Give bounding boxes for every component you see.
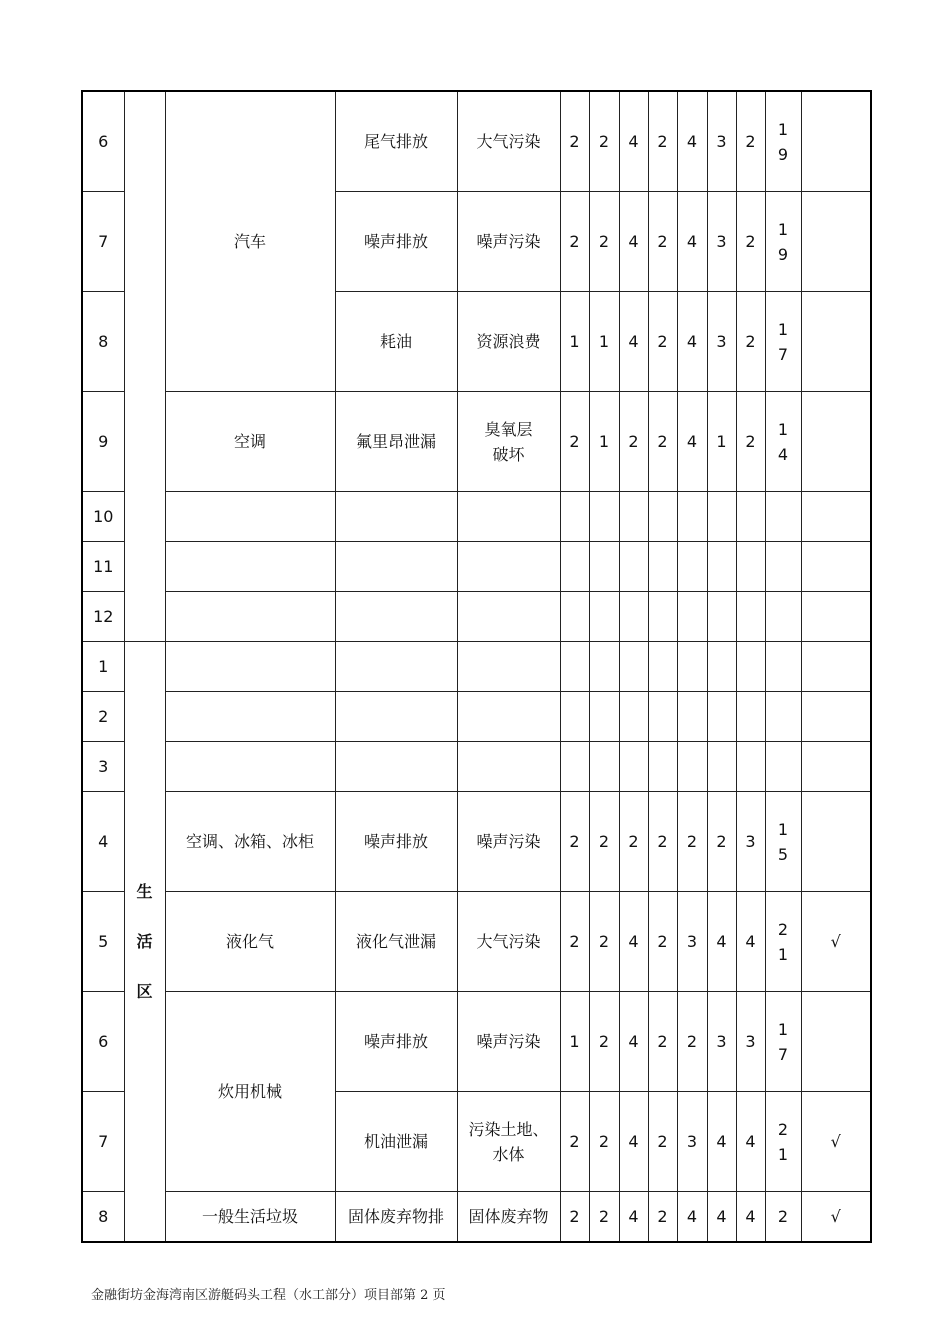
score-cell: 3 (707, 192, 736, 292)
score-cell: 2 (560, 1092, 589, 1192)
total-score-cell (765, 642, 801, 692)
score-cell: 4 (736, 1192, 765, 1243)
table-row (82, 742, 871, 792)
total-score-cell (765, 492, 801, 542)
row-number-cell: 12 (82, 592, 124, 642)
score-cell: 2 (648, 192, 677, 292)
row-number-cell: 2 (82, 692, 124, 742)
score-cell: 4 (736, 892, 765, 992)
source-cell: 一般生活垃圾 (165, 1192, 335, 1243)
activity-cell (335, 592, 457, 642)
total-score-cell-line: 1 (777, 1144, 789, 1164)
activity-cell: 氟里昂泄漏 (335, 392, 457, 492)
score-cell: 2 (589, 1192, 619, 1243)
significance-mark-cell: √ (801, 1192, 871, 1243)
score-cell (736, 542, 765, 592)
table-row (82, 792, 871, 892)
total-score-cell-line: 7 (777, 344, 789, 364)
category-cell (124, 642, 165, 1243)
impact-cell: 固体废弃物 (457, 1192, 560, 1243)
score-cell: 2 (677, 992, 707, 1092)
impact-cell: 噪声污染 (457, 992, 560, 1092)
score-cell (589, 642, 619, 692)
impact-cell-line: 破坏 (492, 444, 525, 464)
score-cell: 4 (619, 892, 648, 992)
source-cell: 空调 (165, 392, 335, 492)
score-cell (589, 592, 619, 642)
score-cell (589, 742, 619, 792)
significance-mark-cell (801, 792, 871, 892)
impact-cell: 大气污染 (457, 91, 560, 192)
row-number-cell: 7 (82, 1092, 124, 1192)
score-cell (677, 542, 707, 592)
score-cell: 2 (589, 792, 619, 892)
table-row (82, 542, 871, 592)
score-cell: 3 (707, 992, 736, 1092)
score-cell (677, 742, 707, 792)
score-cell: 4 (707, 1092, 736, 1192)
score-cell: 4 (619, 1092, 648, 1192)
impact-cell: 噪声污染 (457, 192, 560, 292)
score-cell: 1 (707, 392, 736, 492)
activity-cell: 噪声排放 (335, 192, 457, 292)
significance-mark-cell (801, 542, 871, 592)
score-cell: 2 (589, 91, 619, 192)
score-cell (736, 692, 765, 742)
significance-mark-cell: √ (801, 1092, 871, 1192)
score-cell: 2 (589, 1092, 619, 1192)
total-score-cell-line: 1 (777, 219, 789, 239)
row-number-cell: 11 (82, 542, 124, 592)
source-cell (165, 692, 335, 742)
score-cell: 2 (560, 792, 589, 892)
source-cell: 汽车 (165, 91, 335, 392)
impact-cell (457, 492, 560, 542)
impact-cell (457, 742, 560, 792)
score-cell (707, 592, 736, 642)
total-score-cell-line: 2 (777, 1207, 789, 1226)
activity-cell (335, 492, 457, 542)
total-score-cell-line: 1 (777, 419, 789, 439)
score-cell: 2 (560, 892, 589, 992)
score-cell (648, 492, 677, 542)
score-cell: 1 (589, 292, 619, 392)
score-cell: 3 (707, 91, 736, 192)
score-cell (619, 592, 648, 642)
table-row (82, 1192, 871, 1243)
table-row (82, 692, 871, 742)
activity-cell: 固体废弃物排 (335, 1192, 457, 1243)
score-cell: 4 (619, 91, 648, 192)
table-row (82, 91, 871, 192)
significance-mark-cell (801, 392, 871, 492)
row-number-cell: 9 (82, 392, 124, 492)
score-cell: 2 (648, 1092, 677, 1192)
significance-mark-cell (801, 692, 871, 742)
total-score-cell-line: 2 (777, 919, 789, 939)
score-cell (677, 492, 707, 542)
impact-cell: 噪声污染 (457, 792, 560, 892)
impact-cell (457, 592, 560, 642)
source-cell: 炊用机械 (165, 992, 335, 1192)
score-cell (648, 742, 677, 792)
score-cell: 2 (736, 292, 765, 392)
score-cell: 4 (736, 1092, 765, 1192)
score-cell (560, 742, 589, 792)
score-cell: 2 (648, 1192, 677, 1243)
score-cell (589, 692, 619, 742)
significance-mark-cell (801, 742, 871, 792)
row-number-cell: 3 (82, 742, 124, 792)
total-score-cell-line: 1 (777, 819, 789, 839)
category-char: 活 (136, 931, 153, 951)
activity-cell: 噪声排放 (335, 792, 457, 892)
activity-cell (335, 642, 457, 692)
score-cell: 4 (677, 91, 707, 192)
score-cell: 2 (560, 1192, 589, 1243)
significance-mark-cell (801, 192, 871, 292)
score-cell (648, 592, 677, 642)
impact-cell-line: 污染土地、 (468, 1119, 549, 1139)
score-cell: 4 (619, 292, 648, 392)
category-cell (124, 91, 165, 642)
significance-mark-cell (801, 592, 871, 642)
total-score-cell (765, 292, 801, 392)
score-cell: 1 (560, 292, 589, 392)
score-cell (619, 492, 648, 542)
significance-mark-cell (801, 91, 871, 192)
category-char: 区 (136, 981, 153, 1001)
row-number-cell: 1 (82, 642, 124, 692)
score-cell (589, 492, 619, 542)
significance-mark-cell (801, 292, 871, 392)
activity-cell: 耗油 (335, 292, 457, 392)
evaluation-table (81, 90, 872, 1243)
score-cell: 2 (736, 91, 765, 192)
total-score-cell (765, 992, 801, 1092)
score-cell: 1 (560, 992, 589, 1092)
score-cell: 2 (648, 892, 677, 992)
score-cell (707, 692, 736, 742)
score-cell: 2 (648, 792, 677, 892)
score-cell: 4 (677, 392, 707, 492)
score-cell: 1 (589, 392, 619, 492)
score-cell: 3 (736, 992, 765, 1092)
score-cell: 3 (736, 792, 765, 892)
table-row (82, 892, 871, 992)
significance-mark-cell (801, 492, 871, 542)
score-cell (619, 642, 648, 692)
total-score-cell (765, 91, 801, 192)
impact-cell-line: 臭氧层 (484, 419, 533, 439)
row-number-cell: 7 (82, 192, 124, 292)
total-score-cell-line: 2 (777, 1119, 789, 1139)
total-score-cell (765, 1192, 801, 1243)
score-cell: 2 (560, 91, 589, 192)
row-number-cell: 8 (82, 292, 124, 392)
score-cell (619, 742, 648, 792)
score-cell (648, 692, 677, 742)
score-cell: 2 (707, 792, 736, 892)
impact-cell: 资源浪费 (457, 292, 560, 392)
score-cell (707, 642, 736, 692)
source-cell (165, 542, 335, 592)
score-cell: 2 (589, 192, 619, 292)
total-score-cell-line: 7 (777, 1044, 789, 1064)
score-cell (707, 492, 736, 542)
source-cell: 空调、冰箱、冰柜 (165, 792, 335, 892)
score-cell: 2 (619, 792, 648, 892)
score-cell: 4 (619, 992, 648, 1092)
score-cell (560, 592, 589, 642)
impact-cell: 大气污染 (457, 892, 560, 992)
impact-cell (457, 692, 560, 742)
total-score-cell (765, 1092, 801, 1192)
row-number-cell: 4 (82, 792, 124, 892)
activity-cell (335, 692, 457, 742)
source-cell (165, 642, 335, 692)
score-cell (677, 692, 707, 742)
impact-cell (457, 642, 560, 692)
score-cell: 2 (619, 392, 648, 492)
score-cell (560, 542, 589, 592)
score-cell: 2 (677, 792, 707, 892)
row-number-cell: 6 (82, 91, 124, 192)
score-cell: 2 (589, 892, 619, 992)
source-cell (165, 492, 335, 542)
score-cell: 2 (589, 992, 619, 1092)
score-cell: 2 (736, 192, 765, 292)
score-cell: 3 (677, 892, 707, 992)
total-score-cell-line: 4 (777, 444, 789, 464)
total-score-cell (765, 792, 801, 892)
score-cell (560, 492, 589, 542)
impact-cell-line: 水体 (492, 1144, 525, 1164)
activity-cell: 尾气排放 (335, 91, 457, 192)
impact-cell (457, 1092, 560, 1192)
activity-cell: 噪声排放 (335, 992, 457, 1092)
score-cell (677, 642, 707, 692)
total-score-cell-line: 9 (777, 244, 789, 264)
category-char: 生 (136, 881, 153, 901)
score-cell (648, 642, 677, 692)
total-score-cell-line: 1 (777, 1019, 789, 1039)
total-score-cell (765, 892, 801, 992)
row-number-cell: 10 (82, 492, 124, 542)
activity-cell (335, 742, 457, 792)
activity-cell: 液化气泄漏 (335, 892, 457, 992)
significance-mark-cell: √ (801, 892, 871, 992)
score-cell (707, 542, 736, 592)
score-cell: 2 (560, 192, 589, 292)
table-row (82, 592, 871, 642)
significance-mark-cell (801, 992, 871, 1092)
total-score-cell-line: 1 (777, 319, 789, 339)
score-cell (589, 542, 619, 592)
score-cell: 4 (619, 1192, 648, 1243)
total-score-cell (765, 742, 801, 792)
score-cell: 4 (707, 892, 736, 992)
score-cell (619, 692, 648, 742)
table-row (82, 492, 871, 542)
score-cell (560, 692, 589, 742)
total-score-cell (765, 192, 801, 292)
table-row (82, 642, 871, 692)
score-cell: 2 (648, 292, 677, 392)
activity-cell: 机油泄漏 (335, 1092, 457, 1192)
total-score-cell-line: 1 (777, 944, 789, 964)
score-cell: 2 (648, 392, 677, 492)
score-cell (707, 742, 736, 792)
score-cell (736, 492, 765, 542)
table-row (82, 992, 871, 1092)
score-cell: 2 (648, 992, 677, 1092)
total-score-cell (765, 392, 801, 492)
score-cell: 2 (648, 91, 677, 192)
score-cell: 3 (707, 292, 736, 392)
source-cell (165, 742, 335, 792)
score-cell (736, 642, 765, 692)
score-cell (736, 742, 765, 792)
row-number-cell: 8 (82, 1192, 124, 1243)
total-score-cell-line: 5 (777, 844, 789, 864)
score-cell: 4 (677, 192, 707, 292)
table-row (82, 392, 871, 492)
score-cell (648, 542, 677, 592)
impact-cell (457, 392, 560, 492)
total-score-cell (765, 692, 801, 742)
score-cell (619, 542, 648, 592)
activity-cell (335, 542, 457, 592)
score-cell: 2 (560, 392, 589, 492)
score-cell: 4 (619, 192, 648, 292)
score-cell: 4 (707, 1192, 736, 1243)
total-score-cell-line: 1 (777, 119, 789, 139)
score-cell: 3 (677, 1092, 707, 1192)
source-cell (165, 592, 335, 642)
score-cell (736, 592, 765, 642)
row-number-cell: 6 (82, 992, 124, 1092)
score-cell: 4 (677, 292, 707, 392)
score-cell (677, 592, 707, 642)
score-cell: 4 (677, 1192, 707, 1243)
total-score-cell (765, 542, 801, 592)
total-score-cell-line: 9 (777, 144, 789, 164)
total-score-cell (765, 592, 801, 642)
page-footer: 金融街坊金海湾南区游艇码头工程（水工部分）项目部第 2 页 (91, 1288, 446, 1303)
source-cell: 液化气 (165, 892, 335, 992)
row-number-cell: 5 (82, 892, 124, 992)
score-cell (560, 642, 589, 692)
score-cell: 2 (736, 392, 765, 492)
significance-mark-cell (801, 642, 871, 692)
impact-cell (457, 542, 560, 592)
